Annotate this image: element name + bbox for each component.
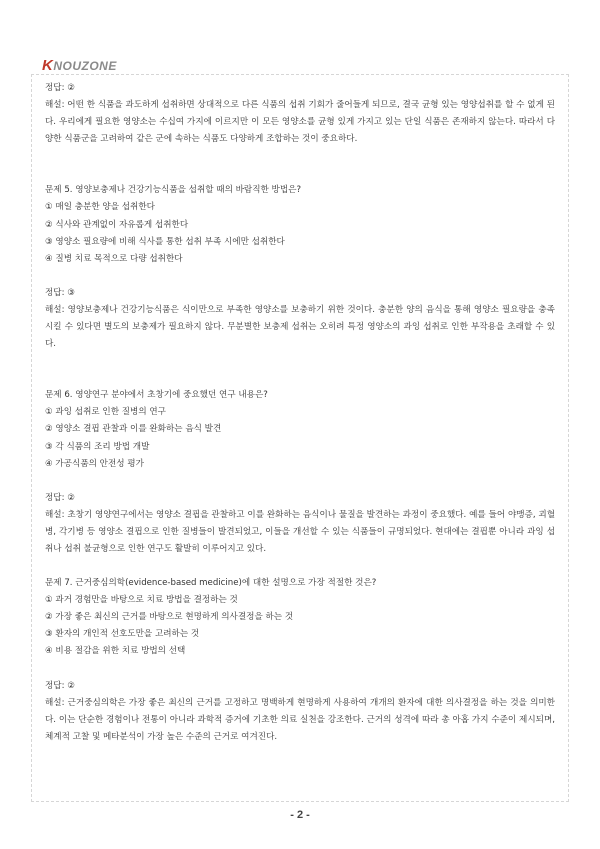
option-item: ④ 비용 절감을 위한 치료 방법의 선택 [45, 646, 186, 657]
page-number: - 2 - [290, 809, 310, 821]
option-item: ③ 영양소 필요량에 비해 식사를 통한 섭취 부족 시에만 섭취한다 [45, 236, 285, 247]
option-item: ② 가장 좋은 최신의 근거를 바탕으로 현명하게 의사결정을 하는 것 [45, 612, 294, 623]
answer-line: 정답: ② [45, 492, 75, 503]
option-item: ④ 가공식품의 안전성 평가 [45, 458, 144, 469]
option-item: ③ 환자의 개인적 선호도만을 고려하는 것 [45, 629, 200, 640]
option-item: ① 과잉 섭취로 인한 질병의 연구 [45, 407, 166, 418]
option-item: ③ 각 식품의 조리 방법 개발 [45, 441, 150, 452]
explanation-text: 해설: 초창기 영양연구에서는 영양소 결핍을 관찰하고 이를 완화하는 음식이나 물질을 발견하는 과정이 중요했다. 예를 들어 야맹증, 괴혈병, 각기병 등 영양소 결핍으로 인한 질병들이 발견되었고, 이들을 개선할 수 있는 식품들이 규명되었다. 현대에는 결핍뿐 아니라 과잉 섭취나 섭취 불균형으로 인한 연구도 활발히 이루어지고 있다. [45, 509, 555, 554]
option-item: ① 과거 경험만을 바탕으로 치료 방법을 결정하는 것 [45, 595, 238, 606]
knouzone-logo [42, 57, 117, 74]
question-5: 문제 5. 영양보충제나 건강기능식품을 섭취할 때의 바람직한 방법은? [45, 185, 302, 196]
answer-line: 정답: ② [45, 83, 75, 93]
option-item: ② 영양소 결핍 관찰과 이를 완화하는 음식 발견 [45, 424, 222, 435]
question-6: 문제 6. 영양연구 분야에서 초창기에 중요했던 연구 내용은? [45, 390, 268, 401]
option-item: ② 식사와 관계없이 자유롭게 섭취한다 [45, 219, 189, 230]
logo-text: NOUZONE [53, 59, 117, 73]
explanation-text: 해설: 근거중심의학은 가장 좋은 최신의 근거를 고정하고 명백하게 현명하게 사용하여 개개의 환자에 대한 의사결정을 하는 것을 의미한다. 이는 단순한 경험이나 전통이 아니라 과학적 증거에 기초한 의료 실천을 강조한다. 근거의 성격에 따라 총 아홉 가지 수준이 제시되며, 체계적 고찰 및 메타분석이 가장 높은 수준의 근거로 여겨진다. [45, 697, 555, 742]
explanation-text: 해설: 어떤 한 식품을 과도하게 섭취하면 상대적으로 다른 식품의 섭취 기회가 줄어들게 되므로, 결국 균형 있는 영양섭취를 할 수 없게 된다. 우리에게 필요한 영양소는 수십여 가지에 이르지만 이 모든 영양소를 균형 있게 가지고 있는 단일 식품은 존재하지 않는다. 따라서 다양한 식품군을 고려하여 같은 군에 속하는 식품도 다양하게 조합하는 것이 중요하다. [45, 100, 555, 145]
answer-line: 정답: ② [45, 680, 75, 691]
question-7: 문제 7. 근거중심의학(evidence-based medicine)에 대한 설명으로 가장 적절한 것은? [45, 578, 377, 589]
page-content [45, 80, 555, 746]
option-item: ① 매일 충분한 양을 섭취한다 [45, 202, 155, 213]
option-item: ④ 질병 치료 목적으로 다량 섭취한다 [45, 253, 183, 264]
logo-k: K [42, 57, 54, 74]
answer-line: 정답: ③ [45, 287, 75, 298]
explanation-text: 해설: 영양보충제나 건강기능식품은 식이만으로 부족한 영양소를 보충하기 위한 것이다. 충분한 양의 음식을 통해 영양소 필요량을 충족시킬 수 있다면 별도의 보충제가 필요하지 않다. 무분별한 보충제 섭취는 오히려 특정 영양소의 과잉 섭취로 인한 부작용을 초래할 수 있다. [45, 304, 555, 350]
